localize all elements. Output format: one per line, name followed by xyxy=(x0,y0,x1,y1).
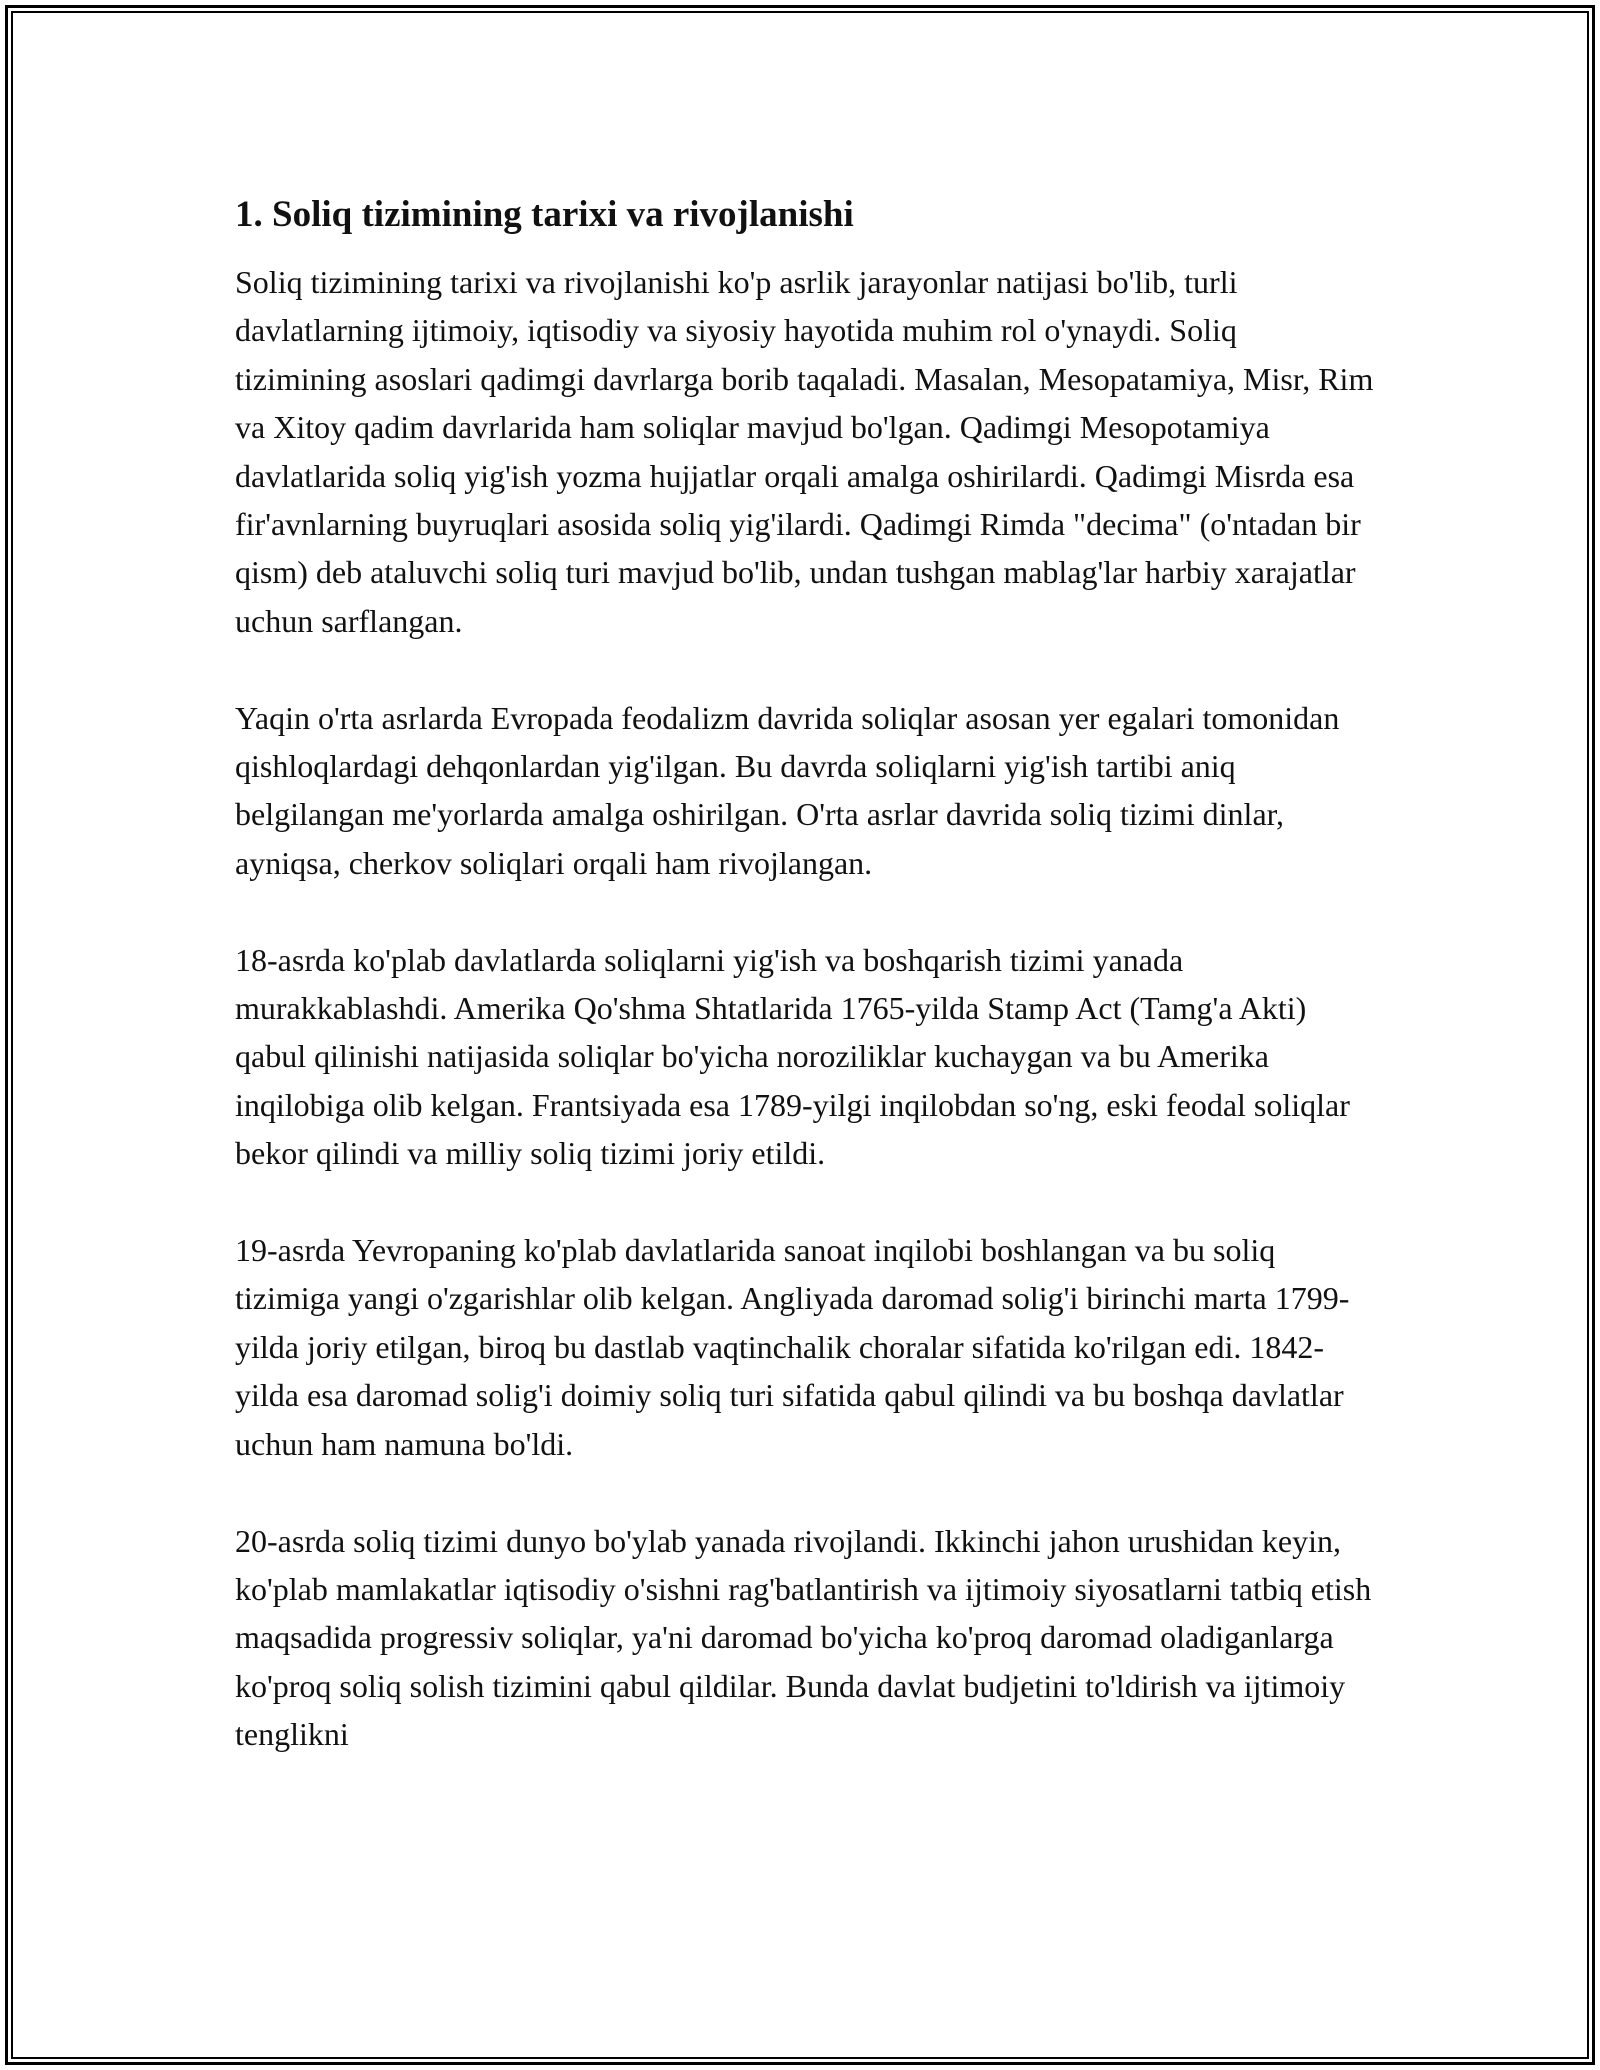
paragraph-20th-century: 20-asrda soliq tizimi dunyo bo'ylab yanada rivojlandi. Ikkinchi jahon urushidan keyin, ko'plab mamlakatlar iqtisodiy o'sishni rag'batlantirish va ijtimoiy siyosatlarni tatbiq etish maqsadida progressiv soliqlar, ya'ni daromad bo'yicha ko'proq daromad oladiganlarga ko'proq soliq solish tizimini qabul qildilar. Bunda davlat budjetini to'ldirish va ijtimoiy tenglikni xyxy=(235,1522,1372,1753)
paragraph-middle-ages: Yaqin o'rta asrlarda Evropada feodalizm davrida soliqlar asosan yer egalari tomonidan qishloqlardagi dehqonlardan yig'ilgan. Bu davrda soliqlarni yig'ish tartibi aniq belgilangan me'yorlarda amalga oshirilgan. O'rta asrlar davrida soliq tizimi dinlar, ayniqsa, cherkov soliqlari orqali ham rivojlangan. xyxy=(235,699,1340,881)
paragraph-18th-century: 18-asrda ko'plab davlatlarda soliqlarni yig'ish va boshqarish tizimi yanada murakkablashdi. Amerika Qo'shma Shtatlarida 1765-yilda Stamp Act (Tamg'a Akti) qabul qilinishi natijasida soliqlar bo'yicha noroziliklar kuchaygan va bu Amerika inqilobiga olib kelgan. Frantsiyada esa 1789-yilgi inqilobdan so'ng, eski feodal soliqlar bekor qilindi va milliy soliq tizimi joriy etildi. xyxy=(235,941,1350,1172)
paragraph-19th-century: 19-asrda Yevropaning ko'plab davlatlarida sanoat inqilobi boshlangan va bu soliq tizimiga yangi o'zgarishlar olib kelgan. Angliyada daromad solig'i birinchi marta 1799-yilda joriy etilgan, biroq bu dastlab vaqtinchalik choralar sifatida ko'rilgan edi. 1842-yilda esa daromad solig'i doimiy soliq turi sifatida qabul qilindi va bu boshqa davlatlar uchun ham namuna bo'ldi. xyxy=(235,1232,1350,1462)
paragraph-ancient-history: Soliq tizimining tarixi va rivojlanishi ko'p asrlik jarayonlar natijasi bo'lib, turli davlatlarning ijtimoiy, iqtisodiy va siyosiy hayotida muhim rol o'ynaydi. Soliq tizimining asoslari qadimgi davrlarga borib taqaladi. Masalan, Mesopatamiya, Misr, Rim va Xitoy qadim davrlarida ham soliqlar mavjud bo'lgan. Qadimgi Mesopotamiya davlatlarida soliq yig'ish yozma hujjatlar orqali amalga oshirilardi. Qadimgi Misrda esa fir'avnlarning buyruqlari asosida soliq yig'ilardi. Qadimgi Rimda "decima" (o'ntadan bir qism) deb ataluvchi soliq turi mavjud bo'lib, undan tushgan mablag'lar harbiy xarajatlar uchun sarflangan. xyxy=(235,264,1374,639)
section-heading: 1. Soliq tizimining tarixi va rivojlanishi xyxy=(235,194,854,235)
document-body xyxy=(235,186,1375,1807)
